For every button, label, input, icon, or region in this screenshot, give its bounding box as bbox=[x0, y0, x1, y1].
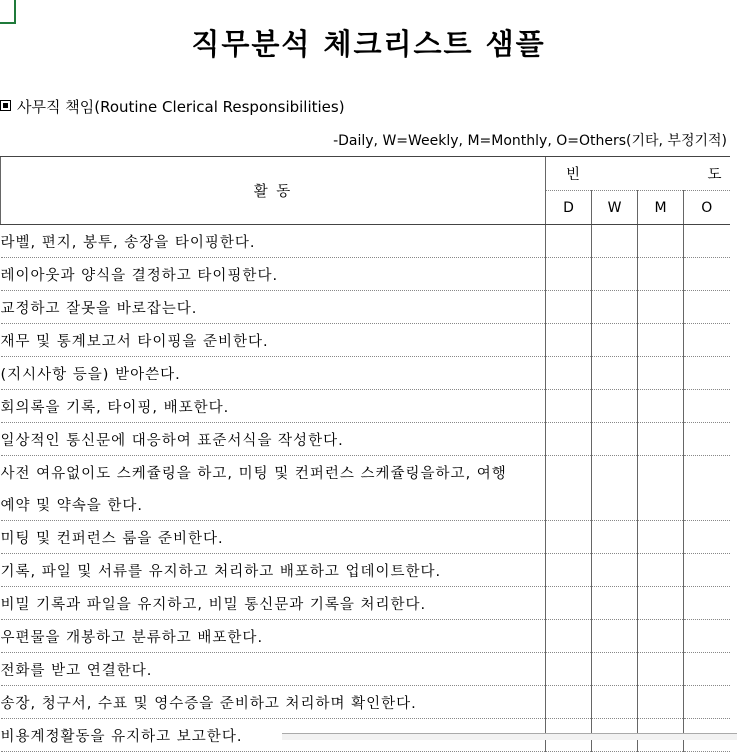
frequency-check-cell[interactable] bbox=[684, 587, 730, 620]
frequency-check-cell[interactable] bbox=[592, 587, 638, 620]
frequency-check-cell[interactable] bbox=[546, 357, 592, 390]
frequency-check-cell[interactable] bbox=[638, 423, 684, 456]
table-row bbox=[1, 653, 730, 686]
frequency-check-cell[interactable] bbox=[592, 554, 638, 587]
section-heading bbox=[0, 96, 345, 117]
activity-cell[interactable]: 교정하고 잘못을 바로잡는다. bbox=[1, 291, 546, 324]
frequency-column-header bbox=[546, 157, 730, 191]
frequency-check-cell[interactable] bbox=[546, 291, 592, 324]
frequency-check-cell[interactable] bbox=[684, 390, 730, 423]
frequency-check-cell[interactable] bbox=[684, 686, 730, 719]
table-row bbox=[1, 390, 730, 423]
table-row bbox=[1, 456, 730, 489]
table-row bbox=[1, 554, 730, 587]
checklist-table bbox=[0, 156, 730, 752]
frequency-check-cell[interactable] bbox=[546, 554, 592, 587]
table-row bbox=[1, 291, 730, 324]
table-row bbox=[1, 521, 730, 554]
activity-cell[interactable]: 사전 여유없이도 스케쥴링을 하고, 미팅 및 컨퍼런스 스케쥴링을하고, 여행 bbox=[0, 465, 507, 482]
frequency-check-cell[interactable] bbox=[638, 686, 684, 719]
frequency-header-right: 도 bbox=[707, 167, 722, 183]
frequency-check-cell[interactable] bbox=[638, 620, 684, 653]
activity-cell[interactable]: 라벨, 편지, 봉투, 송장을 타이핑한다. bbox=[1, 225, 546, 258]
frequency-check-cell[interactable] bbox=[592, 521, 638, 554]
activity-cell[interactable]: 일상적인 통신문에 대응하여 표준서식을 작성한다. bbox=[1, 423, 546, 456]
activity-cell[interactable]: 기록, 파일 및 서류를 유지하고 처리하고 배포하고 업데이트한다. bbox=[1, 554, 546, 587]
activity-cell[interactable]: 레이아웃과 양식을 결정하고 타이핑한다. bbox=[1, 258, 546, 291]
frequency-check-cell[interactable] bbox=[592, 225, 638, 258]
frequency-check-cell[interactable] bbox=[684, 456, 730, 521]
activity-cell[interactable]: 송장, 청구서, 수표 및 영수증을 준비하고 처리하며 확인한다. bbox=[1, 686, 546, 719]
code-header-monthly: M bbox=[638, 191, 684, 225]
activity-cell[interactable]: (지시사항 등을) 받아쓴다. bbox=[1, 357, 546, 390]
frequency-check-cell[interactable] bbox=[684, 423, 730, 456]
frequency-check-cell[interactable] bbox=[546, 390, 592, 423]
frequency-check-cell[interactable] bbox=[592, 324, 638, 357]
square-bullet-icon bbox=[0, 100, 11, 111]
frequency-check-cell[interactable] bbox=[684, 521, 730, 554]
frequency-check-cell[interactable] bbox=[638, 554, 684, 587]
frequency-check-cell[interactable] bbox=[592, 620, 638, 653]
frequency-check-cell[interactable] bbox=[592, 653, 638, 686]
frequency-legend: -Daily, W=Weekly, M=Monthly, O=Others(기타, 부정기적) bbox=[333, 133, 727, 149]
frequency-check-cell[interactable] bbox=[546, 686, 592, 719]
cell-selection-indicator bbox=[0, 0, 16, 24]
frequency-check-cell[interactable] bbox=[592, 456, 638, 521]
frequency-check-cell[interactable] bbox=[638, 291, 684, 324]
code-header-weekly: W bbox=[592, 191, 638, 225]
activity-column-header: 활 동 bbox=[1, 157, 546, 225]
activity-cell[interactable]: 미팅 및 컨퍼런스 룸을 준비한다. bbox=[1, 521, 546, 554]
table-row bbox=[1, 686, 730, 719]
code-header-others: O bbox=[684, 191, 730, 225]
frequency-check-cell[interactable] bbox=[638, 324, 684, 357]
activity-cell[interactable]: 우편물을 개봉하고 분류하고 배포한다. bbox=[1, 620, 546, 653]
activity-cell[interactable]: 비용계정활동을 유지하고 보고한다. bbox=[1, 719, 546, 752]
table-row bbox=[1, 620, 730, 653]
activity-cell[interactable]: 전화를 받고 연결한다. bbox=[1, 653, 546, 686]
table-row bbox=[1, 324, 730, 357]
table-row bbox=[1, 357, 730, 390]
frequency-check-cell[interactable] bbox=[684, 620, 730, 653]
frequency-check-cell[interactable] bbox=[592, 686, 638, 719]
frequency-check-cell[interactable] bbox=[684, 324, 730, 357]
table-row bbox=[1, 587, 730, 620]
frequency-check-cell[interactable] bbox=[684, 258, 730, 291]
table-row bbox=[1, 258, 730, 291]
frequency-check-cell[interactable] bbox=[592, 357, 638, 390]
activity-cell[interactable]: 예약 및 약속을 한다. bbox=[1, 488, 546, 521]
frequency-check-cell[interactable] bbox=[684, 554, 730, 587]
section-heading-text: 사무직 책임(Routine Clerical Responsibilities) bbox=[17, 98, 345, 116]
code-header-daily: D bbox=[546, 191, 592, 225]
frequency-check-cell[interactable] bbox=[638, 456, 684, 521]
frequency-check-cell[interactable] bbox=[684, 225, 730, 258]
frequency-header-left: 빈 bbox=[566, 167, 581, 183]
frequency-check-cell[interactable] bbox=[546, 324, 592, 357]
frequency-check-cell[interactable] bbox=[546, 620, 592, 653]
frequency-check-cell[interactable] bbox=[592, 291, 638, 324]
page-title: 직무분석 체크리스트 샘플 bbox=[191, 27, 546, 61]
frequency-check-cell[interactable] bbox=[684, 357, 730, 390]
activity-cell[interactable]: 비밀 기록과 파일을 유지하고, 비밀 통신문과 기록을 처리한다. bbox=[1, 587, 546, 620]
activity-cell[interactable]: 회의록을 기록, 타이핑, 배포한다. bbox=[1, 390, 546, 423]
frequency-check-cell[interactable] bbox=[592, 390, 638, 423]
frequency-check-cell[interactable] bbox=[638, 258, 684, 291]
frequency-check-cell[interactable] bbox=[546, 456, 592, 521]
frequency-check-cell[interactable] bbox=[638, 587, 684, 620]
frequency-check-cell[interactable] bbox=[684, 291, 730, 324]
frequency-check-cell[interactable] bbox=[684, 653, 730, 686]
frequency-check-cell[interactable] bbox=[638, 225, 684, 258]
frequency-check-cell[interactable] bbox=[638, 357, 684, 390]
frequency-check-cell[interactable] bbox=[546, 653, 592, 686]
activity-cell[interactable]: 재무 및 통계보고서 타이핑을 준비한다. bbox=[1, 324, 546, 357]
frequency-check-cell[interactable] bbox=[592, 258, 638, 291]
frequency-check-cell[interactable] bbox=[638, 390, 684, 423]
frequency-check-cell[interactable] bbox=[638, 521, 684, 554]
frequency-check-cell[interactable] bbox=[546, 225, 592, 258]
table-row bbox=[1, 225, 730, 258]
frequency-check-cell[interactable] bbox=[638, 653, 684, 686]
frequency-check-cell[interactable] bbox=[546, 587, 592, 620]
frequency-check-cell[interactable] bbox=[592, 423, 638, 456]
frequency-check-cell[interactable] bbox=[546, 258, 592, 291]
frequency-check-cell[interactable] bbox=[546, 521, 592, 554]
table-row bbox=[1, 423, 730, 456]
frequency-check-cell[interactable] bbox=[546, 423, 592, 456]
